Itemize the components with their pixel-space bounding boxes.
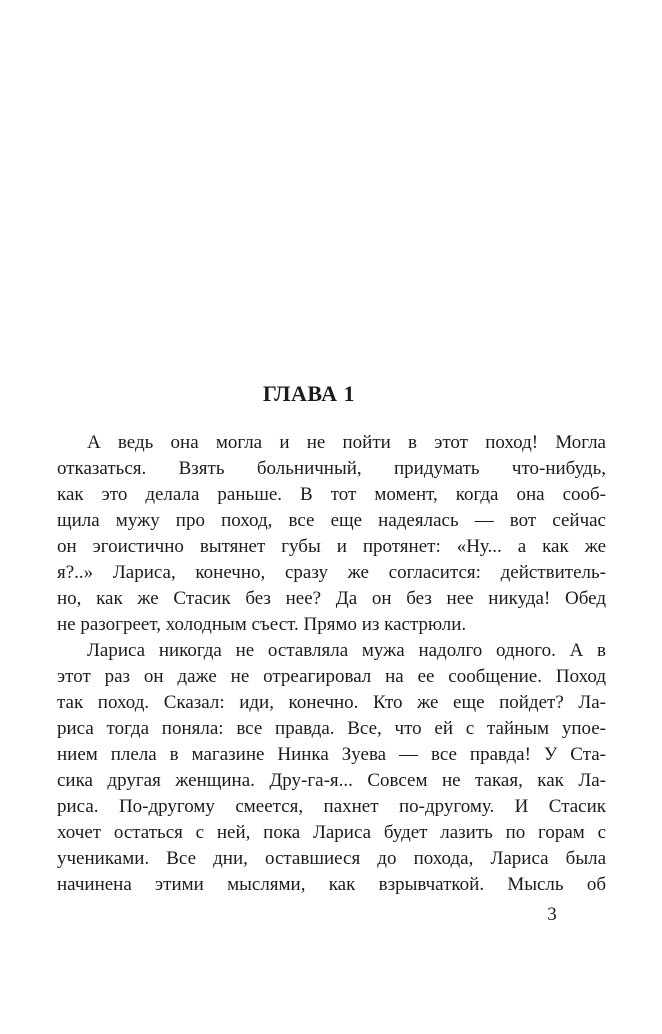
text-line: он эгоистично вытянет губы и протянет: «Ну... а как же: [57, 536, 606, 557]
text-line: начинена этими мыслями, как взрывчаткой. Мысль об: [57, 874, 606, 895]
text-line: риса тогда поняла: все правда. Все, что ей с тайным упое-: [57, 718, 606, 739]
text-line: щила мужу про поход, все еще надеялась — вот сейчас: [57, 510, 606, 531]
page-number: 3: [547, 904, 557, 925]
text-line: сика другая женщина. Дру-га-я... Совсем не такая, как Ла-: [57, 770, 606, 791]
text-line: А ведь она могла и не пойти в этот поход! Могла: [87, 432, 606, 453]
text-line: этот раз он даже не отреагировал на ее сообщение. Поход: [57, 666, 606, 687]
text-line: я?..» Лариса, конечно, сразу же согласится: действитель-: [57, 562, 606, 583]
text-line: но, как же Стасик без нее? Да он без нее никуда! Обед: [57, 588, 606, 609]
text-line: учениками. Все дни, оставшиеся до похода, Лариса была: [57, 848, 606, 869]
text-line: отказаться. Взять больничный, придумать что-нибудь,: [57, 458, 606, 479]
text-line: Лариса никогда не оставляла мужа надолго одного. А в: [87, 640, 606, 661]
text-line: хочет остаться с ней, пока Лариса будет лазить по горам с: [57, 822, 606, 843]
text-line: нием плела в магазине Нинка Зуева — все правда! У Ста-: [57, 744, 606, 765]
chapter-heading: ГЛАВА 1: [262, 381, 356, 406]
text-line: риса. По-другому смеется, пахнет по-другому. И Стасик: [57, 796, 606, 817]
text-line: как это делала раньше. В тот момент, когда она сооб-: [57, 484, 606, 505]
text-line: не разогреет, холодным съест. Прямо из кастрюли.: [57, 614, 467, 635]
text-line: так поход. Сказал: иди, конечно. Кто же еще пойдет? Ла-: [57, 692, 606, 713]
body-text: [57, 430, 606, 898]
